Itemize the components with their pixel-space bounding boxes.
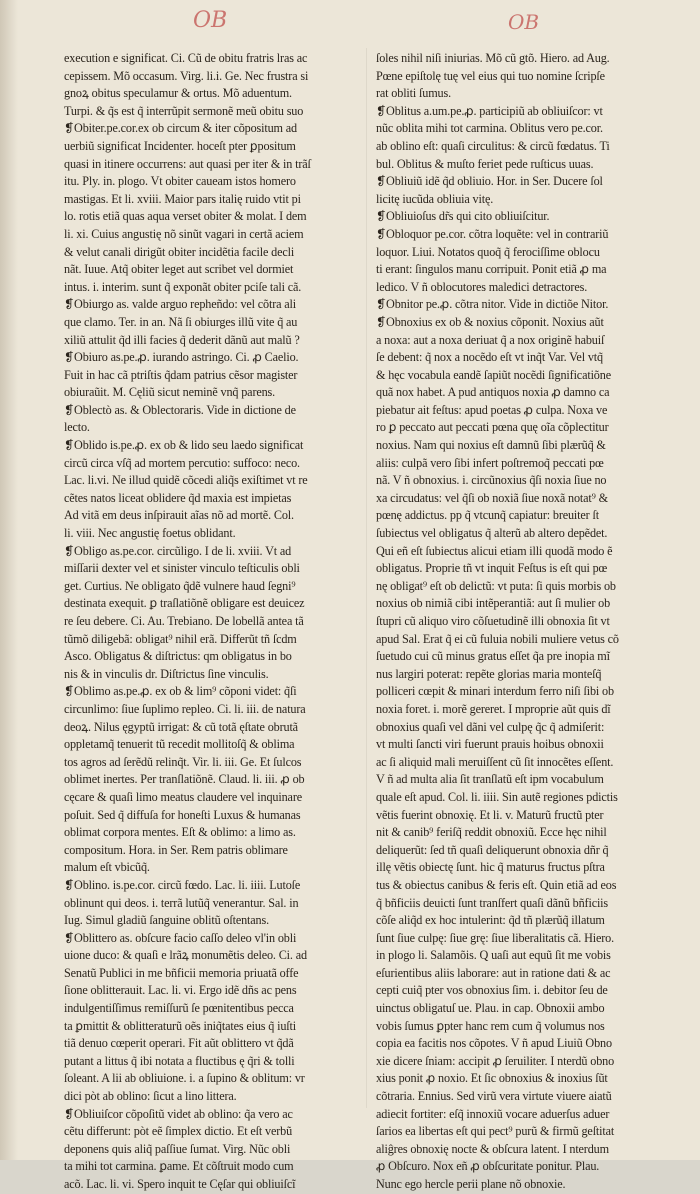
text-line: ❡Oblino. is.pe.cor. circũ fœdo. Lac. li. iiii. Lutoſe xyxy=(64,877,301,892)
text-line: circunlimo: ſiue ſuplimo repleo. Ci. li. iii. de natura xyxy=(64,701,306,716)
text-line: acõ. Lac. li. vi. Spero inquit te Cęſar qui obliuiſcĩ xyxy=(64,1177,296,1191)
text-line: & hęc vocabula eandẽ ſapiũt nocẽdi ſignificatiõne xyxy=(376,367,611,382)
text-line: obiuraũit. M. Cęliũ sicut neminẽ vnq̃ parens. xyxy=(64,385,276,400)
text-line: aliis: culpã vero ſibi infert poſtremoq̃ peccati pœ xyxy=(376,455,604,470)
text-line: xiliũ attulit q̃d illi facies q̃ dederit dãnũ aut malũ ? xyxy=(64,332,300,347)
right-text-column xyxy=(376,50,672,1194)
text-line: lo. rotis etiã quas aqua verset obiter & molat. I dem xyxy=(64,209,307,224)
text-line: Senatũ Publici in me bñficii memoria priuatã offe xyxy=(64,965,299,980)
text-line: Fuit in hac cã ptriſtis q̃dam patrius cẽsor magister xyxy=(64,367,298,382)
text-line: Qui eñ eſt ſubiectus alicui etiam illi quodã modo ẽ xyxy=(376,543,613,558)
text-line: itu. Ply. in. plogo. Vt obiter caueam istos homero xyxy=(64,174,296,189)
text-line: cẽtes natos liceat oblidere q̃d maxia est impietas xyxy=(64,490,292,505)
text-line: Nunc ego hercle perii plane nõ obnoxie. xyxy=(376,1177,566,1191)
text-line: ❡Obligo as.pe.cor. circũligo. I de li. xviii. Vt ad xyxy=(64,543,292,558)
text-line: indulgentiſſimus remiſſurũ ſe pœnitentibus pecca xyxy=(64,1001,294,1016)
text-line: ſubiectus vel obligatus q̃ alterũ ab altero depẽdet. xyxy=(376,526,608,541)
text-line: vẽtis fuerint obnoxię. Et li. v. Maturũ fructũ pter xyxy=(376,807,604,822)
text-line: li. viii. Nec angustię foetus oblidant. xyxy=(64,526,236,541)
text-line: cõſe aliq̃d ex hoc intulerint: q̃d tñ plærũq̃ illatum xyxy=(376,913,605,928)
text-line: Turpi. & q̃s est q̃ interrũpit sermonẽ meũ obitu suo xyxy=(64,103,304,118)
text-line: obligatus. Proprie tñ vt inquit Feſtus is eſt qui pœ xyxy=(376,561,608,576)
text-line: deponens quis aliq̃ paſſiue ſumat. Virg. Nũc obli xyxy=(64,1141,291,1156)
text-line: ❡Obliuiſcor cõpoſitũ videt ab oblino: q̃a vero ac xyxy=(64,1106,293,1121)
text-line: tũmõ diligebã: obligat⁹ nihil erã. Differũt tñ ſcdm xyxy=(64,631,297,646)
text-line: ſoles nihil niſi iniurias. Mõ cũ gtõ. Hiero. ad Aug. xyxy=(376,51,610,65)
text-line: ta mihi tot carmina. ꝑame. Et cõſtruit modo cum xyxy=(64,1159,294,1174)
text-line: loquor. Liui. Notatos quoq̃ q̃ ferociſſime oblocu xyxy=(376,244,600,259)
text-line: deoꝝ. Nilus ęgyptũ irrigat: & cũ totã ęſtate obrutã xyxy=(64,719,298,734)
text-line: cẽtu differunt: pòt eẽ ſimplex dictio. Et eſt verbũ xyxy=(64,1124,293,1139)
text-line: circũ circa vſq̃ ad mortem percutio: suffoco: neco. xyxy=(64,455,300,470)
text-line: nus largiri poterat: repẽte glorias maria monteſq̃ xyxy=(376,666,602,681)
text-line: tus & obiectus canibus & feris eſt. Quin etiã ad eos xyxy=(376,877,617,892)
text-line: tos agros ad ſerẽdũ relinq̃t. Vir. li. iii. Ge. Et ſulcos xyxy=(64,754,302,769)
text-line: oblimet inertes. Per tranſlatiõnẽ. Claud. li. iii. ꝓ ob xyxy=(64,772,305,787)
text-line: ſione oblitterauit. Lac. li. vi. Ergo idẽ dñs ac pens xyxy=(64,983,297,998)
left-text-column xyxy=(64,50,364,1194)
text-line: ❡Obiurgo as. valde arguo repheñdo: vel cõtra ali xyxy=(64,297,297,312)
text-line: ſe debent: q̃ nox a nocẽdo eſt vt inq̃t Var. Vel vtq̃ xyxy=(376,350,603,365)
text-line: ſarios ea libertas eſt qui pect⁹ purũ & firmũ geſtitat xyxy=(376,1124,615,1139)
text-line: ❡Oblectò as. & Oblectoraris. Vide in dictione de xyxy=(64,402,296,417)
marginal-annotation-left: OB xyxy=(193,8,228,33)
text-line: licitę iucũda obliuia vitę. xyxy=(376,191,494,206)
text-line: ro ꝑ peccato aut peccati pœna quę oĩa cõplectitur xyxy=(376,420,609,435)
text-line: rat obliti ſumus. xyxy=(376,86,451,101)
text-line: ſuetudo cui cũ minus gratus eſſet q̃a pre inopia mĩ xyxy=(376,649,610,664)
text-line: & velut canali dirigũt obiter incidẽtia facile decli xyxy=(64,244,295,259)
text-line: get. Curtius. Ne obligato q̃dẽ vulnere haud ſegni⁹ xyxy=(64,578,296,593)
text-line: nę obligat⁹ eſt ob delictũ: vt puta: ſi quis morbis ob xyxy=(376,578,616,593)
text-line: bul. Oblitus & muſto feriet pede ruſticus uuas. xyxy=(376,156,594,171)
text-line: destinata exequit. ꝑ traſlatiõnẽ obligare est deuicez xyxy=(64,596,305,611)
text-line: ❡Obliuiũ idẽ q̃d obliuio. Hor. in Ser. Ducere ſol xyxy=(376,174,603,189)
text-line: quã nox habet. A pud antiquos noxia ꝓ damno ca xyxy=(376,385,610,400)
text-line: nãt. Iuue. Atq̃ obiter leget aut scribet vel dormiet xyxy=(64,262,294,277)
text-line: ❡Oblido is.pe.ꝓ. ex ob & lido seu laedo significat xyxy=(64,438,304,453)
column-gutter xyxy=(366,48,367,1108)
text-line: deliquerũt: ſed tñ quaſi deliquerunt obnoxia dñr q̃ xyxy=(376,842,609,857)
text-line: que clamo. Ter. in an. Nã ſi obiurges illũ vite q̃ au xyxy=(64,314,298,329)
text-line: malum eſt vbicũq̃. xyxy=(64,860,150,875)
text-line: Iug. Simul gladiũ ſanguine oblitũ oſtentans. xyxy=(64,913,269,928)
text-line: nũc oblita mihi tot carmina. Oblitus vero pe.cor. xyxy=(376,121,603,136)
text-line: nis & in vinculis dr. Diſtrictus ſine vinculis. xyxy=(64,666,269,681)
text-line: ❡Obliuioſus dr̃s qui cito obliuiſcitur. xyxy=(376,209,550,224)
text-line: noxius ob nimiã cibi intẽperantiã: aut ſi mulier ob xyxy=(376,596,611,611)
text-line: adiecit fortiter: eſq̃ innoxiũ vocare aduerſus aduer xyxy=(376,1106,610,1121)
text-line: intus. i. interim. sunt q̃ exponãt obiter pciſe tali cã. xyxy=(64,279,302,294)
text-line: apud Sal. Erat q̃ ei cũ fuluia nobili muliere vetus cõ xyxy=(376,631,619,646)
text-line: a noxa: aut a noxa deriuat q̃ a nox originẽ habuiſ xyxy=(376,332,605,347)
text-line: ❡Oblimo as.pe.ꝓ. ex ob & lim⁹ cõponi videt: q̃ſi xyxy=(64,684,297,699)
text-line: tiã denuo cœperit operari. Fit aũt oblittero vt q̃dã xyxy=(64,1036,294,1051)
text-line: aliĝres obnoxię nocte & obſcura latent. I nterdum xyxy=(376,1141,609,1156)
text-line: noxia foret. i. morẽ gereret. I mproprie aũt quis dĩ xyxy=(376,701,611,716)
text-line: ❡Obiter.pe.cor.ex ob circum & iter cõpositum ad xyxy=(64,121,297,136)
text-line: vobis ſumus ꝑpter hanc rem cum q̃ volumus nos xyxy=(376,1018,605,1033)
marginal-annotation-right: OB xyxy=(508,10,540,34)
text-line: xie dicere ſniam: accipit ꝓ ſeruiliter. I nterdũ obno xyxy=(376,1053,615,1068)
text-line: ❡Obloquor pe.cor. cõtra loquẽte: vel in contrariũ xyxy=(376,226,609,241)
text-line: oppletamq̃ tenuerit tũ recedit mollitoſq̃ & oblima xyxy=(64,737,295,752)
text-line: nit & canib⁹ feriſq̃ reddit obnoxiũ. Ecce hęc nihil xyxy=(376,825,607,840)
text-line: cepti cuiq̃ pter vos obnoxius ſim. i. debitor ſeu de xyxy=(376,983,608,998)
text-line: Ad vitã em deus inſpirauit aĩas nõ ad mortẽ. Col. xyxy=(64,508,294,523)
text-line: dici pòt ab oblino: ſicut a lino littera. xyxy=(64,1089,237,1104)
text-line: ❡Obnoxius ex ob & noxius cõponit. Noxius aũt xyxy=(376,314,604,329)
text-line: oblinunt qui deos. i. terrã lutũq̃ venerantur. Sal. in xyxy=(64,895,299,910)
text-line: ꝓ Obſcuro. Nox eñ ꝓ obſcuritate ponitur. Plau. xyxy=(376,1159,600,1174)
text-line: ac ſi aliquid mali meruiſſent cũ ſit innocẽtes eſſent. xyxy=(376,754,614,769)
text-line: cõtraria. Ennius. Sed virũ vera virtute viuere aiatũ xyxy=(376,1089,612,1104)
text-line: vt multi ſancti viri fuerunt prauis hoibus obnoxii xyxy=(376,737,604,752)
text-line: gnoꝝ obitus speculamur & ortus. Mõ aduentum. xyxy=(64,86,292,101)
text-line: mastigas. Et li. xviii. Maior pars italię ruido vtit pi xyxy=(64,191,301,206)
text-line: ſunt ſiue culpę: ſiue grę: ſiue liberalitatis cã. Hiero. xyxy=(376,930,614,945)
text-line: uione duco: & quaſi e lrãꝝ monumẽtis deleo. Ci. ad xyxy=(64,948,307,963)
text-line: ta ꝑmittit & oblitteraturũ oẽs iniq̃tates eius q̃ iuſti xyxy=(64,1018,296,1033)
text-line: V ñ ad multa alia ſit tranſlatũ eſt ipm vocabulum xyxy=(376,772,604,787)
text-line: q̃ bñficiis deuicti ſunt tranſfert quaſi dãnũ bñficiis xyxy=(376,895,609,910)
text-line: Lac. li.vi. Ne illud quidẽ cõcedi aliq̃s exiſtimet vt re xyxy=(64,473,308,488)
text-line: pœnę addictus. pp q̃ vtcunq̃ capiatur: breuiter ſt xyxy=(376,508,599,523)
text-line: noxius. Nam qui noxius eſt damnũ ſibi plærũq̃ & xyxy=(376,438,606,453)
text-line: illę vẽtis obiectę ſunt. hic q̃ maturus fructus pſtra xyxy=(376,860,605,875)
text-line: xa circudatus: vel q̃ſi ob noxiã ſiue noxã notat⁹ & xyxy=(376,490,608,505)
text-line: in plogo li. Salamõis. Q uaſi aut equũ ſit me vobis xyxy=(376,948,611,963)
text-line: xius ponit ꝓ noxio. Et ſic obnoxius & inoxius ſũt xyxy=(376,1071,608,1086)
text-line: ti erant: ſingulos manu corripuit. Ponit etiã ꝓ ma xyxy=(376,262,607,277)
text-line: copia ea facitis nos cõpotes. V ñ apud Liuiũ Obno xyxy=(376,1036,612,1051)
text-line: uerbiũ significat Incidenter. hoceſt pter ꝑpositum xyxy=(64,138,296,153)
text-line: compositum. Hora. in Ser. Rem patris oblimare xyxy=(64,842,288,857)
text-line: cepissem. Mõ occasum. Virg. li.i. Ge. Nec frustra si xyxy=(64,68,309,83)
text-line: piebatur ait feſtus: apud poetas ꝓ culpa. Noxa ve xyxy=(376,402,608,417)
text-line: ab oblino eſt: quaſi circulitus: & circũ fœdatus. Ti xyxy=(376,138,610,153)
text-line: oblimat corpora mentes. Eſt & oblimo: a limo as. xyxy=(64,825,296,840)
text-line: quale eſt apud. Col. li. iiii. Sin autẽ regiones pdictis xyxy=(376,789,618,804)
text-line: poſuit. Sed q̃ diffuſa for honeſti Luxus & humanas xyxy=(64,807,301,822)
text-line: re ſeu debere. Ci. Au. Trebiano. De lobellã antea tã xyxy=(64,614,304,628)
text-line: eſurientibus aliis laborare: aut in ratione dati & ac xyxy=(376,965,611,980)
text-line: cęcare & quaſi limo meatus claudere vel inquinare xyxy=(64,789,302,804)
text-line: ledico. V ñ oblocutores maledici detractores. xyxy=(376,279,588,294)
text-line: ❡Oblittero as. obſcure facio caſſo deleo vl'in obli xyxy=(64,930,297,945)
text-line: ſoleant. A lii ab obliuione. i. a ſupino & oblitum: vr xyxy=(64,1071,305,1086)
text-line: ſtupri cũ aliquo viro cõſuetudinẽ illi obnoxia ſit vt xyxy=(376,614,610,628)
text-line: ❡Obiuro as.pe.ꝓ. iurando astringo. Ci. ꝓ Caelio. xyxy=(64,350,299,365)
text-line: lecto. xyxy=(64,420,90,435)
text-line: Pœne epiſtolę tuę vel eius qui tuo nomine ſcripſe xyxy=(376,68,605,83)
text-line: ❡Obnitor pe.ꝓ. cõtra nitor. Vide in dictiõe Nitor. xyxy=(376,297,609,312)
text-line: li. xi. Cuius angustię nõ sinũt vagari in certã aciem xyxy=(64,226,304,241)
text-line: Asco. Obligatus & diſtrictus: qm obligatus in bo xyxy=(64,649,292,664)
text-line: putant a littus q̃ ibi notata a fluctibus ę q̃ri & tolli xyxy=(64,1053,295,1068)
text-line: ❡Oblitus a.um.pe.ꝓ. participiũ ab obliuiſcor: vt xyxy=(376,103,603,118)
text-line: nã. V ñ obnoxius. i. circũnoxius q̃ſi noxia ſiue no xyxy=(376,473,607,488)
text-line: obnoxius quaſi vel dãni vel culpę q̃c q̃ admiſerit: xyxy=(376,719,605,734)
text-line: uinctus obligatuſ ue. Plau. in cap. Obnoxii ambo xyxy=(376,1001,605,1016)
text-line: quasi in itinere occurrens: aut quasi per iter & in trãſ xyxy=(64,156,311,171)
text-line: miſſarii dexter vel et sinister vinculo teſticulis obli xyxy=(64,561,300,576)
text-line: polliceri cœpit & minari interdum ferro niſi ſibi ob xyxy=(376,684,614,699)
text-line: execution e significat. Ci. Cũ de obitu fratris lras ac xyxy=(64,51,308,65)
